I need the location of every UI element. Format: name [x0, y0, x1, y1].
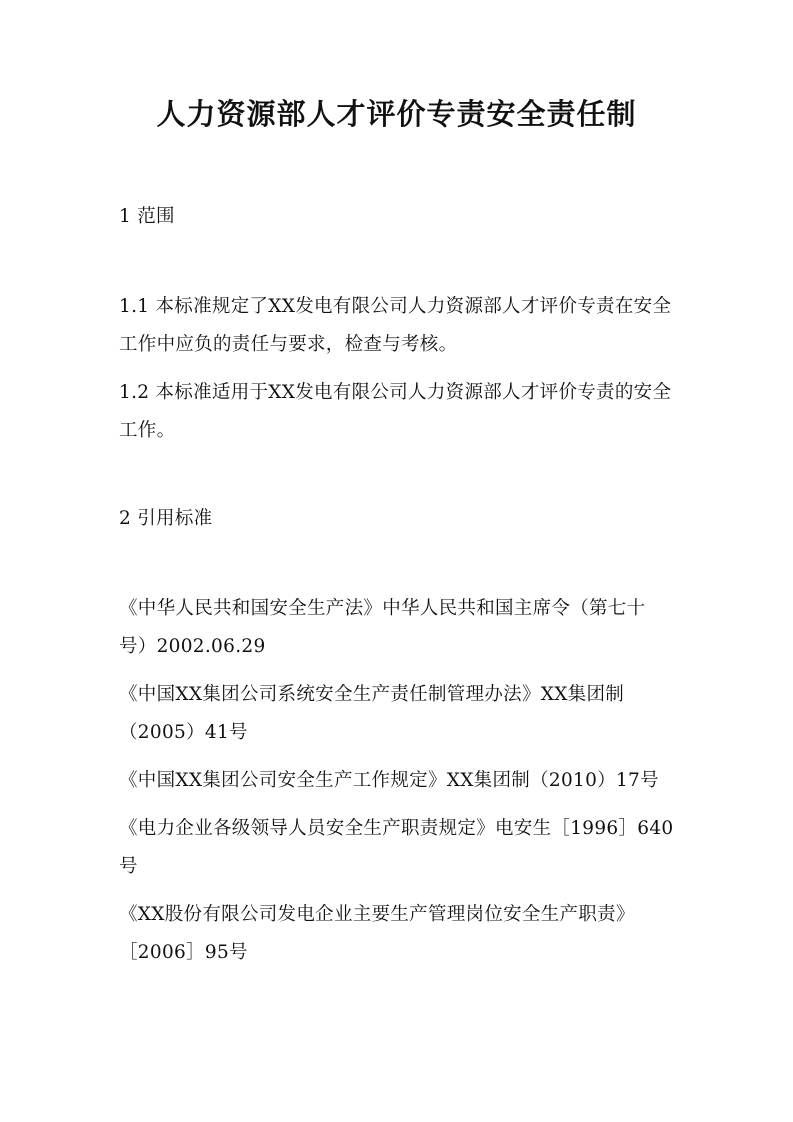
- reference-item: [119, 896, 679, 972]
- reference-line: 《XX股份有限公司发电企业主要生产管理岗位安全生产职责》: [119, 904, 635, 925]
- reference-line: 号: [119, 856, 138, 877]
- reference-line: ［2006］95号: [119, 942, 248, 963]
- reference-line: 《中华人民共和国安全生产法》中华人民共和国主席令（第七十: [119, 598, 646, 619]
- paragraph-line: 工作中应负的责任与要求，检查与考核。: [119, 334, 458, 355]
- paragraph-1-2: [119, 374, 679, 450]
- paragraph-line: 工作。: [119, 420, 176, 441]
- reference-item: [119, 810, 679, 886]
- paragraph-line: 1.1 本标准规定了XX发电有限公司人力资源部人才评价专责在安全: [119, 296, 672, 317]
- reference-item: [119, 676, 679, 752]
- reference-item: [119, 590, 679, 666]
- paragraph-1-1: [119, 288, 679, 364]
- paragraph-line: 1.2 本标准适用于XX发电有限公司人力资源部人才评价专责的安全: [119, 382, 672, 403]
- reference-line: （2005）41号: [119, 722, 248, 743]
- document-title: 人力资源部人才评价专责安全责任制: [156, 97, 637, 131]
- reference-item: [119, 762, 679, 800]
- reference-line: 号）2002.06.29: [119, 636, 266, 657]
- reference-line: 《中国XX集团公司安全生产工作规定》XX集团制（2010）17号: [119, 770, 659, 791]
- section-heading-scope: 1 范围: [119, 206, 175, 227]
- section-heading-references: 2 引用标准: [119, 508, 213, 529]
- reference-line: 《中国XX集团公司系统安全生产责任制管理办法》XX集团制: [119, 684, 625, 705]
- reference-line: 《电力企业各级领导人员安全生产职责规定》电安生［1996］640: [119, 818, 674, 839]
